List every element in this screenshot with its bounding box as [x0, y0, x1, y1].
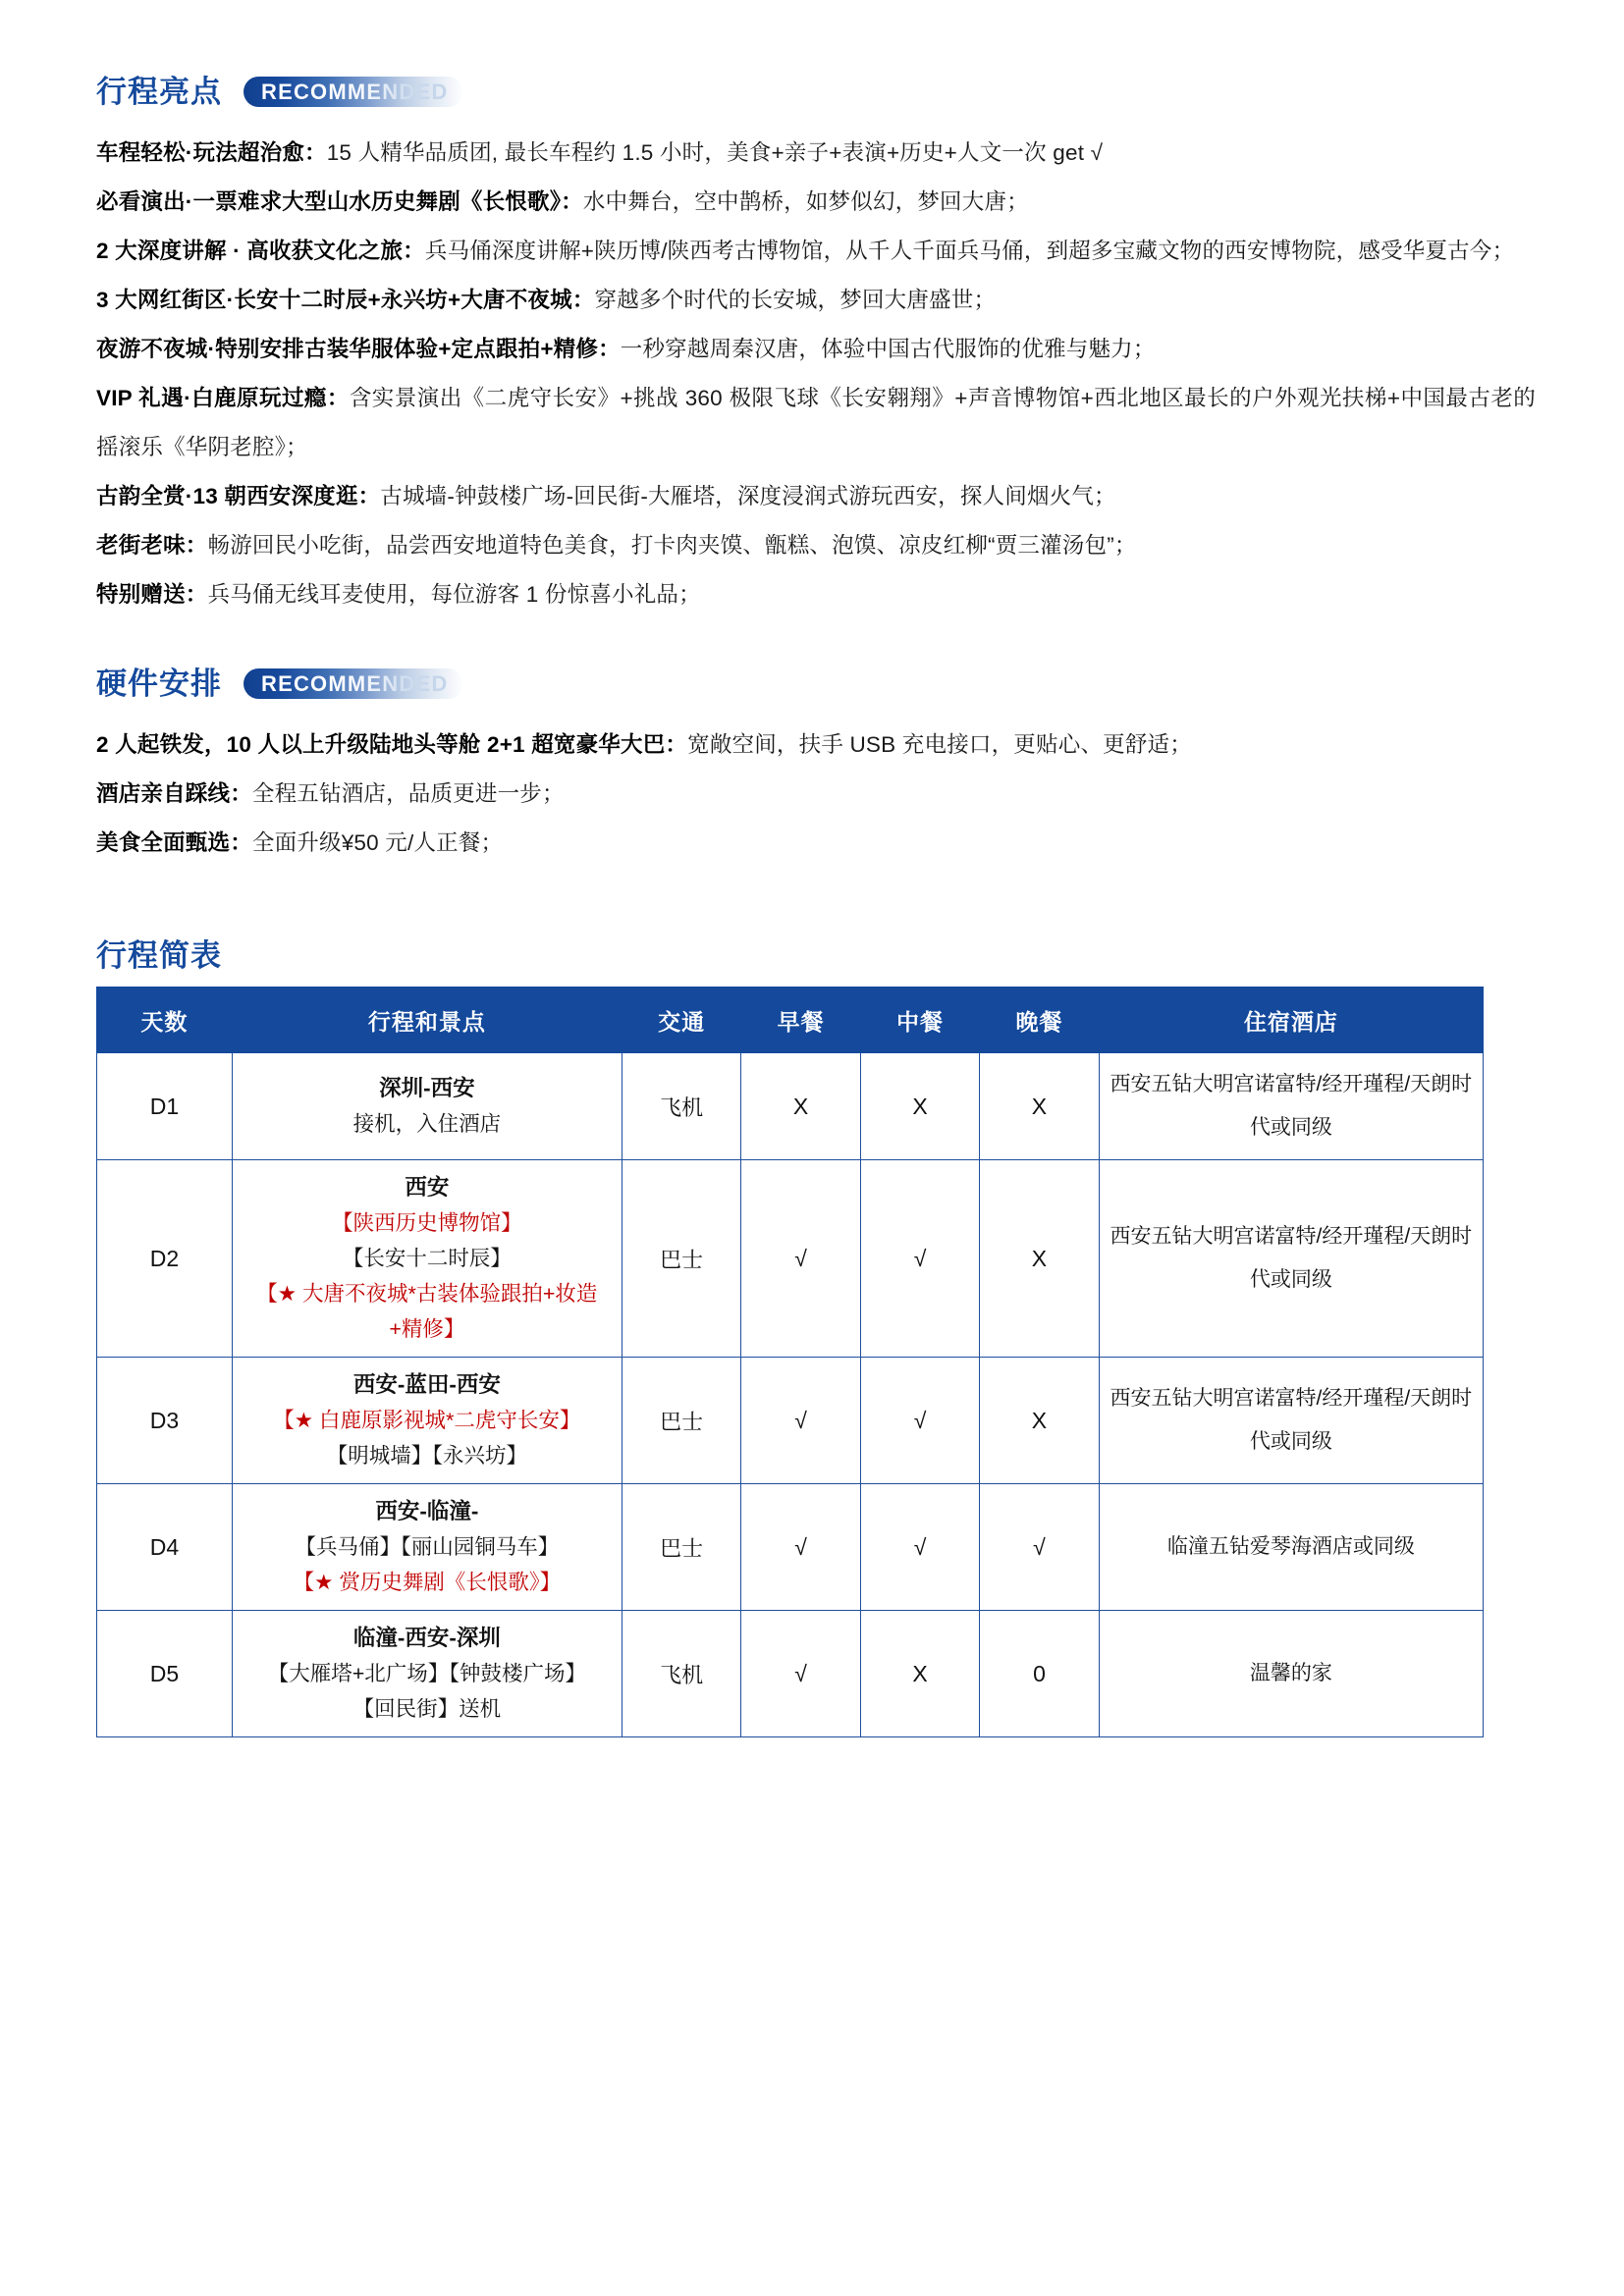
highlight-label: 必看演出·一票难求大型山水历史舞剧《长恨歌》： [96, 189, 583, 214]
highlight-label: 古韵全赏·13 朝西安深度逛： [96, 484, 381, 508]
highlight-item [96, 472, 1536, 521]
itinerary-title: 行程简表 [96, 938, 222, 973]
table-row [97, 1358, 1484, 1484]
route-line: 西安 [405, 1175, 450, 1200]
cell-breakfast: √ [741, 1358, 860, 1484]
highlight-text: 穿越多个时代的长安城，梦回大唐盛世； [594, 288, 997, 312]
cell-hotel: 临潼五钻爱琴海酒店或同级 [1099, 1484, 1483, 1611]
table-header-row [97, 988, 1484, 1053]
highlight-text: 15 人精华品质团, 最长车程约 1.5 小时，美食+亲子+表演+历史+人文一次 get √ [326, 140, 1104, 165]
hardware-text: 全面升级¥50 元/人正餐； [251, 830, 504, 855]
cell-breakfast: X [741, 1053, 860, 1160]
table-row [97, 1160, 1484, 1358]
column-header-transport: 交通 [622, 988, 740, 1053]
recommended-badge-label: RECOMMENDED [261, 671, 449, 696]
cell-hotel: 温馨的家 [1099, 1611, 1483, 1737]
cell-day: D4 [97, 1484, 233, 1611]
hardware-label: 美食全面甄选： [96, 830, 252, 855]
cell-route [232, 1358, 622, 1484]
cell-transport: 巴士 [622, 1358, 740, 1484]
cell-breakfast: √ [741, 1611, 860, 1737]
route-line-starred: 【★ 赏历史舞剧《长恨歌》】 [293, 1571, 562, 1594]
recommended-badge-label: RECOMMENDED [261, 80, 449, 104]
cell-route [232, 1484, 622, 1611]
route-line-starred: 【★ 大唐不夜城*古装体验跟拍+妆造+精修】 [256, 1282, 598, 1341]
hardware-label: 2 人起铁发，10 人以上升级陆地头等舱 2+1 超宽豪华大巴： [96, 732, 688, 757]
route-line: 【陕西历史博物馆】 [332, 1211, 522, 1235]
highlight-label: 老街老味： [96, 533, 208, 558]
highlight-item [96, 178, 1536, 227]
recommended-badge-hardware [244, 668, 463, 699]
hardware-title: 硬件安排 [96, 667, 222, 701]
route-line: 【大雁塔+北广场】【钟鼓楼广场】 [267, 1662, 586, 1685]
cell-day: D5 [97, 1611, 233, 1737]
cell-lunch: X [860, 1611, 979, 1737]
highlight-label: 3 大网红街区·长安十二时辰+永兴坊+大唐不夜城： [96, 288, 595, 312]
highlight-item [96, 227, 1536, 276]
cell-day: D2 [97, 1160, 233, 1358]
route-line-starred: 【★ 白鹿原影视城*二虎守长安】 [273, 1409, 581, 1432]
cell-day: D3 [97, 1358, 233, 1484]
column-header-route: 行程和景点 [232, 988, 622, 1053]
route-line: 临潼-西安-深圳 [352, 1626, 501, 1650]
highlight-text: 一秒穿越周秦汉唐，体验中国古代服饰的优雅与魅力； [620, 337, 1156, 361]
route-line: 接机，入住酒店 [352, 1112, 502, 1136]
highlight-label: 2 大深度讲解 · 高收获文化之旅： [96, 239, 425, 263]
route-line: 【长安十二时辰】 [342, 1247, 512, 1270]
cell-breakfast: √ [741, 1484, 860, 1611]
column-header-hotel: 住宿酒店 [1099, 988, 1483, 1053]
cell-hotel: 西安五钻大明宫诺富特/经开瑾程/天朗时代或同级 [1099, 1053, 1483, 1160]
highlight-item [96, 521, 1536, 570]
highlight-text: 含实景演出《二虎守长安》+挑战 360 极限飞球《长安翱翔》+声音博物馆+西北地区最长的户外观光扶梯+中国最古老的摇滚乐《华阴老腔》； [96, 386, 1536, 459]
highlight-text: 畅游回民小吃街，品尝西安地道特色美食，打卡肉夹馍、甑糕、泡馍、凉皮红柳“贾三灌汤包”； [207, 533, 1137, 558]
column-header-dinner: 晚餐 [980, 988, 1099, 1053]
cell-lunch: √ [860, 1484, 979, 1611]
cell-lunch: X [860, 1053, 979, 1160]
column-header-breakfast: 早餐 [741, 988, 860, 1053]
highlights-list [96, 129, 1536, 619]
cell-dinner: 0 [980, 1611, 1099, 1737]
route-line: 深圳-西安 [379, 1076, 475, 1100]
hardware-heading [96, 668, 1536, 699]
column-header-lunch: 中餐 [860, 988, 979, 1053]
highlight-text: 兵马俑深度讲解+陕历博/陕西考古博物馆，从千人千面兵马俑，到超多宝藏文物的西安博物院，感受华夏古今； [424, 239, 1515, 263]
highlights-title: 行程亮点 [96, 75, 222, 109]
section-itinerary [96, 931, 1536, 1737]
hardware-item [96, 721, 1536, 770]
route-line: 【明城墙】【永兴坊】 [326, 1444, 527, 1468]
column-header-day: 天数 [97, 988, 233, 1053]
cell-transport: 巴士 [622, 1160, 740, 1358]
cell-route [232, 1611, 622, 1737]
highlight-text: 兵马俑无线耳麦使用，每位游客 1 份惊喜小礼品； [207, 582, 701, 607]
highlight-label: 车程轻松·玩法超治愈： [96, 140, 327, 165]
table-row [97, 1053, 1484, 1160]
hardware-list [96, 721, 1536, 868]
route-line: 西安-蓝田-西安 [352, 1372, 501, 1397]
highlight-text: 水中舞台，空中鹊桥，如梦似幻，梦回大唐； [582, 189, 1029, 214]
highlight-item [96, 325, 1536, 374]
highlight-label: 特别赠送： [96, 582, 208, 607]
hardware-item [96, 770, 1536, 819]
route-line: 【回民街】送机 [352, 1697, 502, 1721]
cell-route [232, 1160, 622, 1358]
hardware-text: 宽敞空间，扶手 USB 充电接口，更贴心、更舒适； [687, 732, 1192, 757]
hardware-text: 全程五钻酒店，品质更进一步； [251, 781, 565, 806]
highlight-item [96, 129, 1536, 178]
cell-transport: 飞机 [622, 1053, 740, 1160]
table-row [97, 1484, 1484, 1611]
cell-dinner: X [980, 1358, 1099, 1484]
highlight-label: 夜游不夜城·特别安排古装华服体验+定点跟拍+精修： [96, 337, 621, 361]
itinerary-table-head [97, 988, 1484, 1053]
cell-day: D1 [97, 1053, 233, 1160]
hardware-item [96, 819, 1536, 868]
itinerary-table [96, 987, 1484, 1737]
cell-lunch: √ [860, 1160, 979, 1358]
highlight-item [96, 276, 1536, 325]
recommended-badge-highlights [244, 77, 463, 107]
section-highlights [96, 77, 1536, 619]
route-line: 【兵马俑】【丽山园铜马车】 [295, 1535, 560, 1559]
highlight-text: 古城墙-钟鼓楼广场-回民街-大雁塔，深度浸润式游玩西安，探人间烟火气； [380, 484, 1116, 508]
highlight-item [96, 374, 1536, 472]
table-row [97, 1611, 1484, 1737]
itinerary-table-body [97, 1053, 1484, 1737]
cell-dinner: √ [980, 1484, 1099, 1611]
hardware-label: 酒店亲自踩线： [96, 781, 252, 806]
cell-dinner: X [980, 1053, 1099, 1160]
cell-transport: 巴士 [622, 1484, 740, 1611]
cell-breakfast: √ [741, 1160, 860, 1358]
cell-transport: 飞机 [622, 1611, 740, 1737]
highlight-label: VIP 礼遇·白鹿原玩过瘾： [96, 386, 350, 410]
highlight-item [96, 570, 1536, 619]
cell-hotel: 西安五钻大明宫诺富特/经开瑾程/天朗时代或同级 [1099, 1160, 1483, 1358]
highlights-heading [96, 77, 1536, 107]
cell-dinner: X [980, 1160, 1099, 1358]
section-hardware [96, 668, 1536, 868]
cell-hotel: 西安五钻大明宫诺富特/经开瑾程/天朗时代或同级 [1099, 1358, 1483, 1484]
cell-lunch: √ [860, 1358, 979, 1484]
route-line: 西安-临潼- [375, 1499, 479, 1523]
cell-route [232, 1053, 622, 1160]
